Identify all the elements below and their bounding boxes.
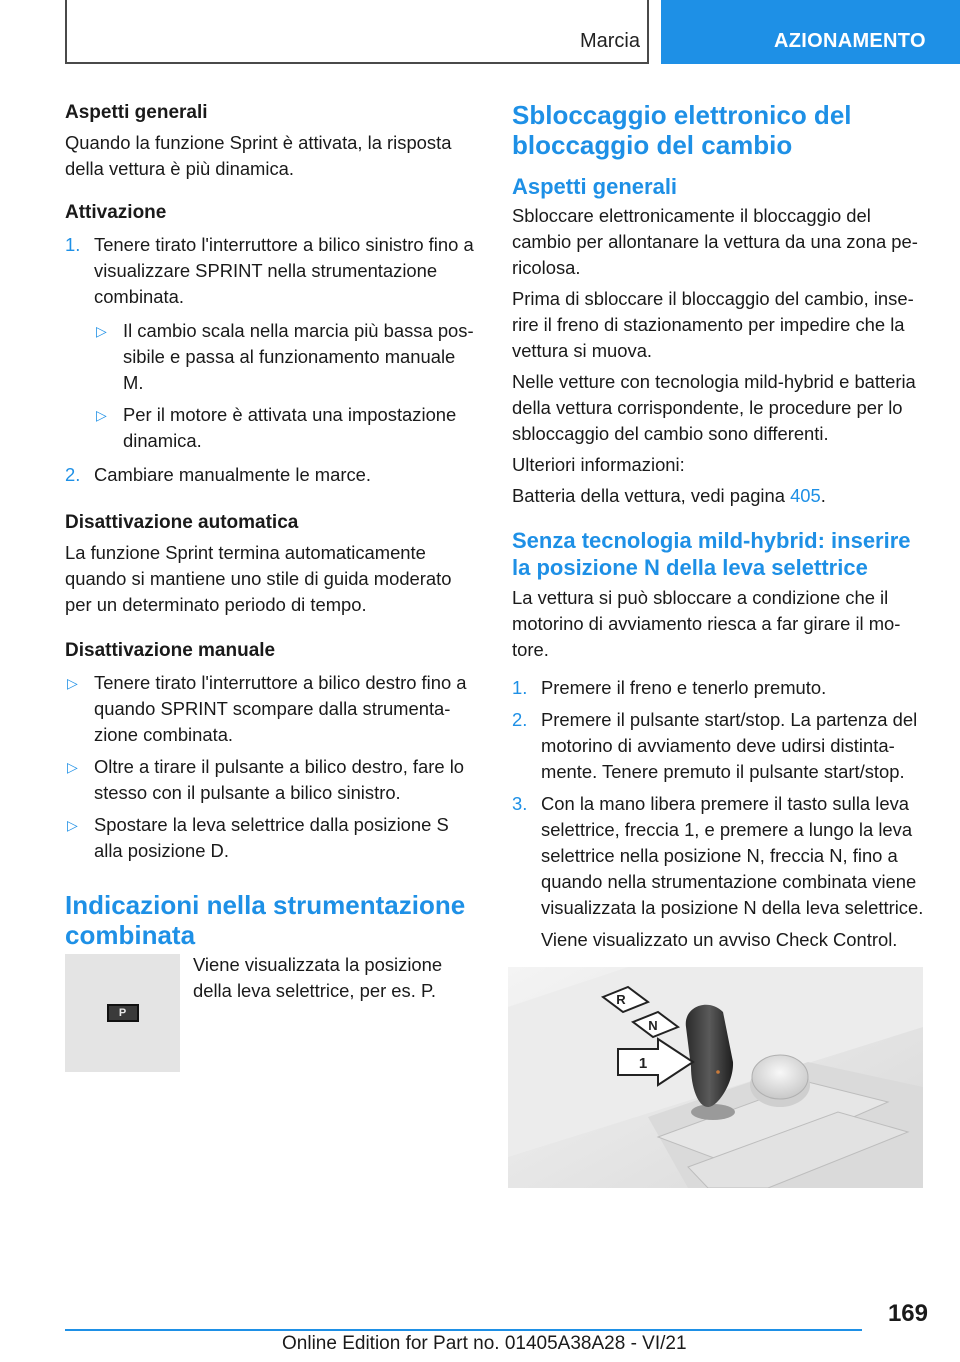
arrow-1-label: 1 [638, 1055, 648, 1072]
triangle-bullet-icon: ▷ [67, 817, 78, 833]
bullet-text: Il cambio scala nella marcia più bassa possibile e passa al funzionamento manuale M. [123, 320, 474, 393]
footer-divider [65, 1329, 862, 1331]
step-number: 1. [512, 677, 528, 698]
triangle-bullet-icon: ▷ [96, 323, 107, 339]
auto-deactivation-heading: Disattivazione automatica [65, 512, 299, 533]
gear-selector-figure [508, 967, 923, 1188]
display-text: Viene visualizzata la posizione della leva selettrice, per es. P. [193, 954, 443, 1001]
page-number: 169 [887, 1300, 928, 1327]
para5-prefix: Batteria della vettura, vedi pagina [512, 485, 791, 506]
step-number: 3. [512, 793, 528, 814]
triangle-bullet-icon: ▷ [67, 759, 78, 775]
section-title: Marcia [579, 30, 640, 52]
left-column [65, 100, 480, 1072]
activation-heading: Attivazione [65, 202, 167, 223]
unlock-title: Sbloccaggio elettronico del bloccaggio del cambio [512, 100, 852, 160]
arrow-n-label: N [648, 1018, 658, 1033]
bullet-text: Spostare la leva selettrice dalla posizione S alla posizione D. [94, 814, 449, 861]
step-number: 2. [65, 464, 81, 485]
para5-suffix: . [820, 485, 826, 506]
right-para-2: Prima di sbloccare il bloccaggio del cambio, inserire il freno di stazionamento per impedire che la vettura si muova. [512, 288, 914, 361]
step-number: 1. [65, 234, 81, 255]
bullet-text: Per il motore è attivata una impostazione dinamica. [123, 404, 457, 451]
general-text: Quando la funzione Sprint è attivata, la risposta della vettura è più dinamica. [65, 132, 452, 179]
step-number: 2. [512, 709, 528, 730]
activation-bullet-1 [94, 318, 480, 396]
right-general-heading: Aspetti generali [512, 174, 678, 199]
auto-deactivation-text: La funzione Sprint termina automaticamente quando si mantiene uno stile di guida moderato per un determinato periodo di tempo. [65, 542, 452, 615]
display-image [65, 954, 180, 1072]
manual-bullet-2 [65, 754, 480, 806]
step-text: Premere il freno e tenerlo premuto. [541, 677, 827, 698]
right-para-3: Nelle vetture con tecnologia mild-hybrid e batteria della vettura corrispondente, le procedure per lo sbloccaggio del cambio sono differenti. [512, 371, 916, 444]
bullet-text: Oltre a tirare il pulsante a bilico destro, fare lo stesso con il pulsante a bilico sinistro. [94, 756, 465, 803]
gear-selector-illustration [508, 967, 923, 1188]
edition-note: Online Edition for Part no. 01405A38A28 - VI/21 [282, 1333, 687, 1354]
park-indicator-icon: P [107, 1004, 139, 1022]
right-para-4: Ulteriori informazioni: [512, 454, 685, 475]
check-control-note: Viene visualizzato un avviso Check Control. [541, 929, 898, 950]
unlock-step-3 [512, 791, 928, 921]
right-para-5 [512, 483, 928, 509]
manual-bullet-3 [65, 812, 480, 864]
right-para-1: Sbloccare elettronicamente il bloccaggio del cambio per allontanare la vettura da una zona pericolosa. [512, 205, 918, 278]
step-text: Cambiare manualmente le marce. [94, 464, 371, 485]
chapter-tab[interactable]: AZIONAMENTO [661, 0, 960, 64]
manual-bullet-1 [65, 670, 480, 748]
triangle-bullet-icon: ▷ [96, 407, 107, 423]
triangle-bullet-icon: ▷ [67, 675, 78, 691]
page-link[interactable]: 405 [790, 485, 821, 506]
display-heading: Indicazioni nella strumentazione combinata [65, 890, 466, 950]
activation-step-1 [65, 232, 480, 310]
bullet-text: Tenere tirato l'interruttore a bilico destro fino a quando SPRINT scompare dalla strumentazione combinata. [94, 672, 467, 745]
manual-deactivation-heading: Disattivazione manuale [65, 640, 276, 661]
activation-step-2 [65, 462, 480, 488]
mild-hybrid-heading: Senza tecnologia mild-hybrid: inserire la posizione N della leva selettrice [512, 528, 911, 580]
arrow-r-label: R [616, 992, 626, 1007]
step-text: Premere il pulsante start/stop. La partenza del motorino di avviamento deve udirsi distintamente. Tenere premuto il pulsante start/stop. [541, 709, 918, 782]
activation-bullet-2 [94, 402, 480, 454]
general-heading: Aspetti generali [65, 102, 208, 123]
right-column [512, 100, 928, 1188]
unlock-step-1 [512, 675, 928, 701]
step-text: Con la mano libera premere il tasto sulla leva selettrice, freccia 1, e premere a lungo la leva selettrice nella posizione N, freccia N, fino a quando nella strumentazione combinata viene visualizzata la posizione N della leva selettrice. [541, 793, 924, 918]
step-text: Tenere tirato l'interruttore a bilico sinistro fino a visualizzare SPRINT nella strumentazione combinata. [94, 234, 474, 307]
unlock-step-2 [512, 707, 928, 785]
mild-hybrid-text: La vettura si può sbloccare a condizione che il motorino di avviamento riesca a far girare il motore. [512, 587, 901, 660]
display-block [65, 954, 480, 1072]
